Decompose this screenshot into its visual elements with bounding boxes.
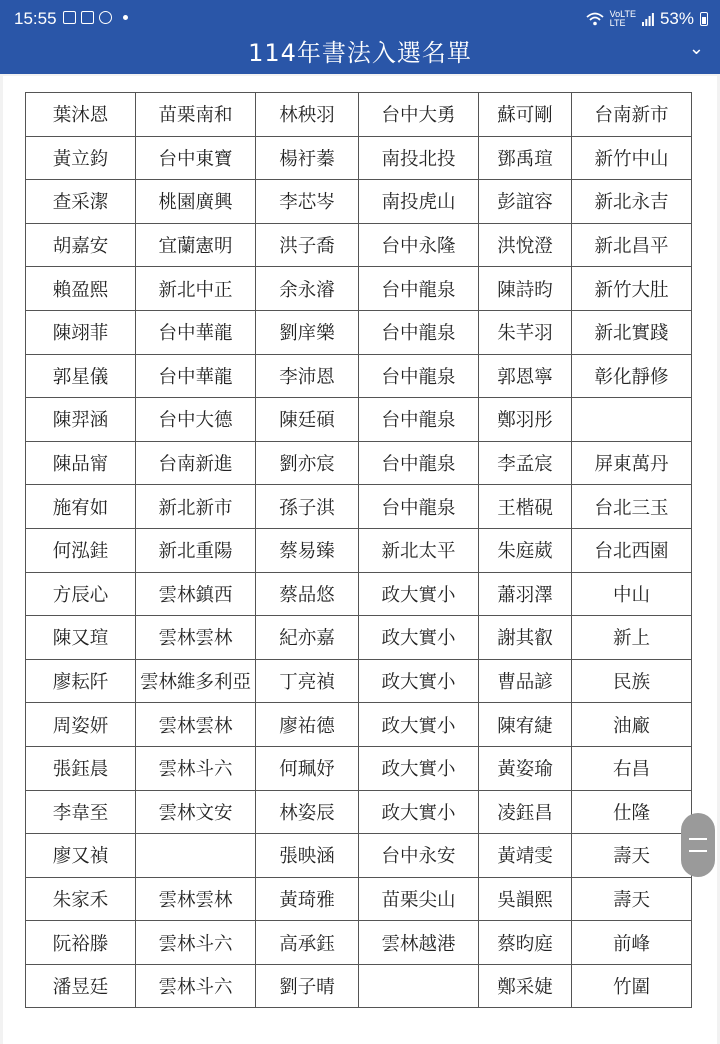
table-row <box>26 354 692 398</box>
cell-school: 新北中正 <box>136 267 256 311</box>
cell-school: 台北三玉 <box>572 485 692 529</box>
table-row <box>26 528 692 572</box>
cell-name: 洪悅澄 <box>479 223 572 267</box>
table-row <box>26 790 692 834</box>
cell-name: 蔡易臻 <box>256 528 359 572</box>
cell-name: 李韋至 <box>26 790 136 834</box>
cell-school: 前峰 <box>572 921 692 965</box>
notification-icons <box>63 11 128 24</box>
cell-name: 劉庠樂 <box>256 310 359 354</box>
cell-name: 查采潔 <box>26 180 136 224</box>
cell-name: 凌鈺昌 <box>479 790 572 834</box>
cell-school: 政大實小 <box>359 616 479 660</box>
cell-name: 林秧羽 <box>256 93 359 137</box>
table-row <box>26 921 692 965</box>
cell-name: 陳廷碩 <box>256 398 359 442</box>
cell-name: 張映涵 <box>256 834 359 878</box>
table-row <box>26 441 692 485</box>
table-row <box>26 964 692 1008</box>
scroll-handle-line-bottom <box>689 850 707 852</box>
cell-name: 朱庭葳 <box>479 528 572 572</box>
cell-name: 葉沐恩 <box>26 93 136 137</box>
cell-name: 陳羿涵 <box>26 398 136 442</box>
table-row <box>26 180 692 224</box>
cell-school: 台北西園 <box>572 528 692 572</box>
document-page <box>3 76 717 1044</box>
cell-name: 陳品甯 <box>26 441 136 485</box>
cell-school: 台南新市 <box>572 93 692 137</box>
cell-school: 新竹大肚 <box>572 267 692 311</box>
cell-name: 蔡昀庭 <box>479 921 572 965</box>
network-type-top: VoLTE <box>609 9 636 19</box>
cell-school: 新北實踐 <box>572 310 692 354</box>
cell-school: 新北重陽 <box>136 528 256 572</box>
cell-name: 吳韻熙 <box>479 877 572 921</box>
cell-name: 陳詩昀 <box>479 267 572 311</box>
cell-school: 中山 <box>572 572 692 616</box>
cell-school: 台中龍泉 <box>359 354 479 398</box>
messenger-icon <box>99 11 112 24</box>
cell-name: 蘇可剛 <box>479 93 572 137</box>
cell-school: 雲林斗六 <box>136 746 256 790</box>
status-time: 15:55 <box>14 9 57 28</box>
cell-name: 朱家禾 <box>26 877 136 921</box>
more-notifications-icon <box>123 15 128 20</box>
table-row <box>26 136 692 180</box>
cell-school: 台中龍泉 <box>359 310 479 354</box>
cell-school: 台中永隆 <box>359 223 479 267</box>
cell-name: 黃立鈞 <box>26 136 136 180</box>
cell-school: 新竹中山 <box>572 136 692 180</box>
cell-school: 雲林文安 <box>136 790 256 834</box>
cell-school: 政大實小 <box>359 703 479 747</box>
cell-name: 賴盈熙 <box>26 267 136 311</box>
cell-name: 李芯岑 <box>256 180 359 224</box>
cell-school: 仕隆 <box>572 790 692 834</box>
table-row <box>26 398 692 442</box>
cell-school: 政大實小 <box>359 746 479 790</box>
table-row <box>26 659 692 703</box>
cell-school: 台中東寶 <box>136 136 256 180</box>
signal-icon <box>642 13 654 26</box>
cell-name: 郭星儀 <box>26 354 136 398</box>
cell-school: 桃園廣興 <box>136 180 256 224</box>
cell-school: 雲林斗六 <box>136 964 256 1008</box>
cell-school: 壽天 <box>572 834 692 878</box>
cell-school: 政大實小 <box>359 790 479 834</box>
cell-school: 雲林鎮西 <box>136 572 256 616</box>
cell-name: 朱芊羽 <box>479 310 572 354</box>
cell-school: 新北永吉 <box>572 180 692 224</box>
battery-percent: 53% <box>659 9 694 28</box>
cell-name: 陳翊菲 <box>26 310 136 354</box>
table-row <box>26 877 692 921</box>
cell-school: 台中大勇 <box>359 93 479 137</box>
table-row <box>26 223 692 267</box>
cell-school: 雲林維多利亞 <box>136 659 256 703</box>
cell-name: 周姿妍 <box>26 703 136 747</box>
cell-school: 雲林斗六 <box>136 921 256 965</box>
cell-name: 陳又瑄 <box>26 616 136 660</box>
cell-name: 彭誼容 <box>479 180 572 224</box>
cell-name: 劉子晴 <box>256 964 359 1008</box>
cell-name: 黃姿瑜 <box>479 746 572 790</box>
cell-school: 台中龍泉 <box>359 441 479 485</box>
cell-name: 鄭采婕 <box>479 964 572 1008</box>
cell-name: 謝其叡 <box>479 616 572 660</box>
cell-name: 施宥如 <box>26 485 136 529</box>
table-row <box>26 485 692 529</box>
cell-school: 台中龍泉 <box>359 267 479 311</box>
cell-name: 陳宥緁 <box>479 703 572 747</box>
cell-school: 台中永安 <box>359 834 479 878</box>
cell-school: 宜蘭憲明 <box>136 223 256 267</box>
cell-name: 郭恩寧 <box>479 354 572 398</box>
wifi-icon <box>586 12 604 26</box>
cell-school <box>572 398 692 442</box>
table-row <box>26 93 692 137</box>
cell-school: 壽天 <box>572 877 692 921</box>
cell-school: 台中龍泉 <box>359 398 479 442</box>
scroll-handle-line-top <box>689 838 707 840</box>
cell-school: 政大實小 <box>359 572 479 616</box>
cell-school: 新北昌平 <box>572 223 692 267</box>
cell-school: 新北新市 <box>136 485 256 529</box>
cell-school: 雲林越港 <box>359 921 479 965</box>
cell-name: 何泓銈 <box>26 528 136 572</box>
cell-school <box>359 964 479 1008</box>
award-table-body <box>26 93 692 1008</box>
cell-name: 廖祐德 <box>256 703 359 747</box>
cell-school: 右昌 <box>572 746 692 790</box>
table-row <box>26 267 692 311</box>
status-right <box>586 9 708 29</box>
cell-name: 廖又禎 <box>26 834 136 878</box>
battery-icon <box>700 12 708 26</box>
cell-school: 南投北投 <box>359 136 479 180</box>
cell-name: 鄧禹瑄 <box>479 136 572 180</box>
cell-school: 竹圍 <box>572 964 692 1008</box>
cell-name: 林姿辰 <box>256 790 359 834</box>
cell-name: 李沛恩 <box>256 354 359 398</box>
table-row <box>26 746 692 790</box>
cell-name: 黃琦雅 <box>256 877 359 921</box>
network-type <box>610 10 636 28</box>
title-bar <box>0 36 720 74</box>
network-type-bottom: LTE <box>609 18 626 28</box>
table-row <box>26 834 692 878</box>
chevron-down-icon[interactable]: ⌄ <box>688 38 704 59</box>
cell-name: 高承鈺 <box>256 921 359 965</box>
cell-name: 洪子喬 <box>256 223 359 267</box>
cell-name: 廖耘阡 <box>26 659 136 703</box>
table-row <box>26 616 692 660</box>
app-icon <box>81 11 94 24</box>
cell-name: 王楷硯 <box>479 485 572 529</box>
table-row <box>26 703 692 747</box>
cell-name: 蔡品悠 <box>256 572 359 616</box>
scroll-handle[interactable] <box>681 813 715 877</box>
page-title: 114年書法入選名單 <box>248 39 472 67</box>
table-row <box>26 310 692 354</box>
cell-school: 台中龍泉 <box>359 485 479 529</box>
award-table <box>25 92 692 1008</box>
cell-school: 台中華龍 <box>136 354 256 398</box>
cell-school: 雲林雲林 <box>136 877 256 921</box>
cell-name: 鄭羽彤 <box>479 398 572 442</box>
cell-school: 雲林雲林 <box>136 616 256 660</box>
cell-name: 張鈺晨 <box>26 746 136 790</box>
cell-name: 阮裕滕 <box>26 921 136 965</box>
cell-school: 新上 <box>572 616 692 660</box>
cell-school: 台中大德 <box>136 398 256 442</box>
cell-name: 孫子淇 <box>256 485 359 529</box>
cell-school: 油廠 <box>572 703 692 747</box>
cell-name: 黃靖雯 <box>479 834 572 878</box>
cell-name: 李孟宸 <box>479 441 572 485</box>
cell-school: 苗栗南和 <box>136 93 256 137</box>
cell-school: 苗栗尖山 <box>359 877 479 921</box>
cell-school: 雲林雲林 <box>136 703 256 747</box>
cell-name: 曹品諺 <box>479 659 572 703</box>
cell-name: 方辰心 <box>26 572 136 616</box>
cell-name: 胡嘉安 <box>26 223 136 267</box>
cell-name: 蕭羽澤 <box>479 572 572 616</box>
cell-school: 台中華龍 <box>136 310 256 354</box>
cell-name: 丁亮禎 <box>256 659 359 703</box>
cell-name: 劉亦宸 <box>256 441 359 485</box>
cell-name: 紀亦嘉 <box>256 616 359 660</box>
cell-name: 潘昱廷 <box>26 964 136 1008</box>
cell-name: 楊衧蓁 <box>256 136 359 180</box>
table-row <box>26 572 692 616</box>
cell-name: 何珮妤 <box>256 746 359 790</box>
cell-school: 彰化靜修 <box>572 354 692 398</box>
cell-school: 台南新進 <box>136 441 256 485</box>
cell-school: 民族 <box>572 659 692 703</box>
cell-school: 屏東萬丹 <box>572 441 692 485</box>
cell-name: 余永濬 <box>256 267 359 311</box>
cell-school: 南投虎山 <box>359 180 479 224</box>
status-bar <box>0 0 720 36</box>
cell-school <box>136 834 256 878</box>
cell-school: 政大實小 <box>359 659 479 703</box>
cell-school: 新北太平 <box>359 528 479 572</box>
gallery-icon <box>63 11 76 24</box>
